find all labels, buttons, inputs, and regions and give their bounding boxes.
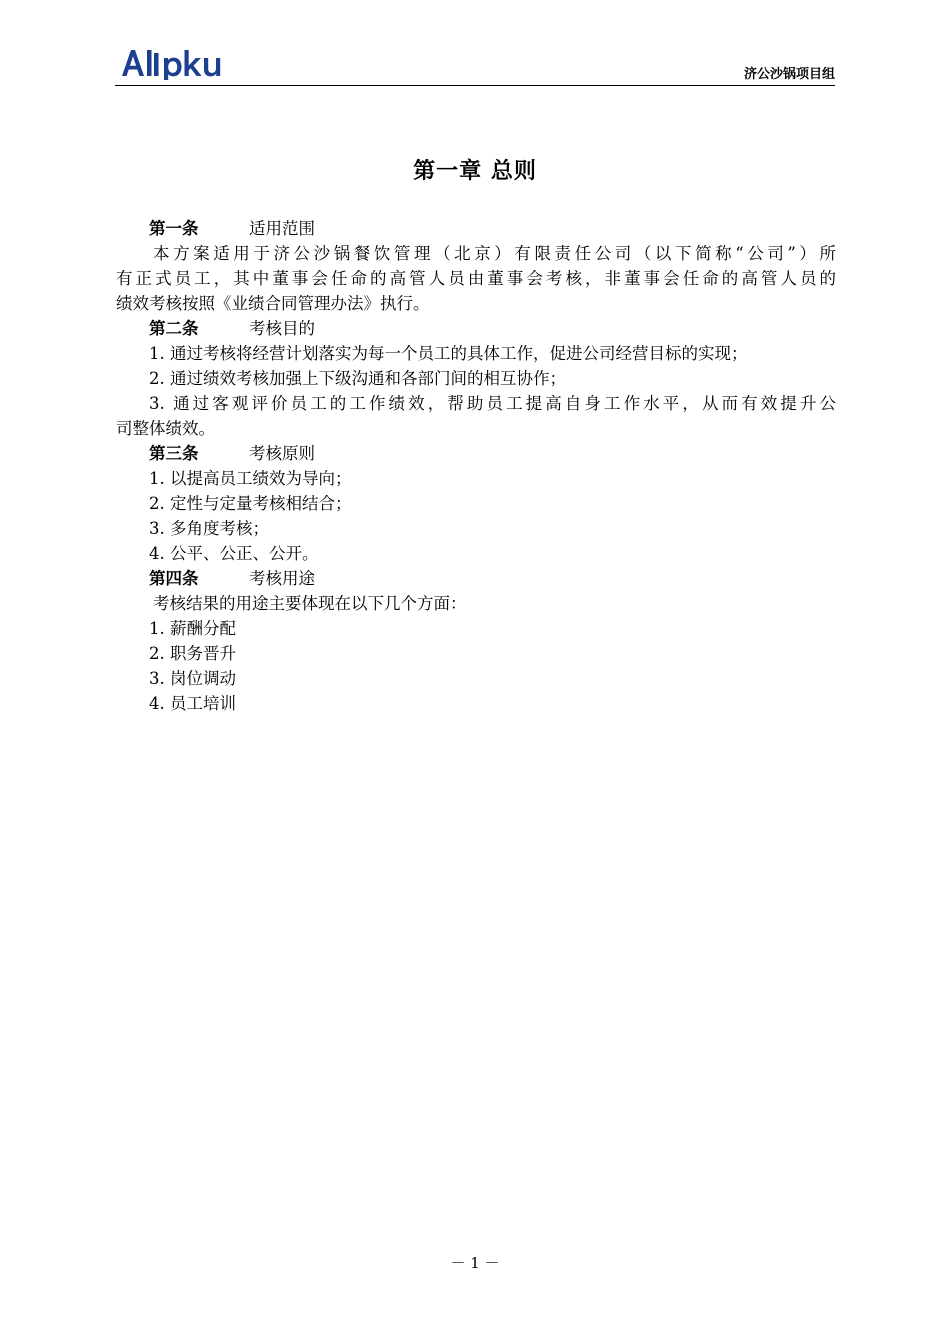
list-item: 3. 多角度考核； — [149, 519, 269, 538]
document-body — [116, 216, 836, 716]
paragraph-line: 绩效考核按照《业绩合同管理办法》执行。 — [116, 294, 430, 313]
page-number: － 1 － — [450, 1254, 500, 1272]
chapter-title: 第一章 总则 — [413, 159, 537, 184]
list-item: 2. 职务晋升 — [149, 644, 236, 663]
article-heading — [116, 441, 836, 466]
article-heading — [116, 566, 836, 591]
header-project-title: 济公沙锅项目组 — [743, 67, 835, 82]
list-item: 3. 岗位调动 — [149, 669, 236, 688]
list-item-continuation: 司整体绩效。 — [116, 419, 215, 438]
list-item: 4. 公平、公正、公开。 — [149, 544, 319, 563]
article-title: 考核用途 — [249, 569, 315, 588]
article-heading — [116, 316, 836, 341]
allpku-logo — [120, 46, 230, 80]
list-item: 1. 通过考核将经营计划落实为每一个员工的具体工作，促进公司经营目标的实现； — [149, 344, 748, 363]
paragraph-line: 本方案适用于济公沙锅餐饮管理（北京）有限责任公司（以下简称“公司”）所 — [153, 244, 836, 263]
list-item: 3. 通过客观评价员工的工作绩效，帮助员工提高自身工作水平，从而有效提升公 — [149, 394, 836, 413]
list-item: 1. 以提高员工绩效为导向； — [149, 469, 352, 488]
article-heading — [116, 216, 836, 241]
article-title: 适用范围 — [249, 219, 315, 238]
article-number: 第四条 — [149, 569, 199, 588]
article-title: 考核目的 — [249, 319, 315, 338]
list-item: 2. 定性与定量考核相结合； — [149, 494, 352, 513]
list-item: 4. 员工培训 — [149, 694, 236, 713]
list-item: 2. 通过绩效考核加强上下级沟通和各部门间的相互协作； — [149, 369, 566, 388]
paragraph-line: 考核结果的用途主要体现在以下几个方面： — [153, 594, 467, 613]
page-header — [115, 40, 835, 86]
paragraph-line: 有正式员工，其中董事会任命的高管人员由董事会考核，非董事会任命的高管人员的 — [116, 269, 836, 288]
article-number: 第三条 — [149, 444, 199, 463]
list-item: 1. 薪酬分配 — [149, 619, 236, 638]
article-number: 第一条 — [149, 219, 199, 238]
article-title: 考核原则 — [249, 444, 315, 463]
article-number: 第二条 — [149, 319, 199, 338]
